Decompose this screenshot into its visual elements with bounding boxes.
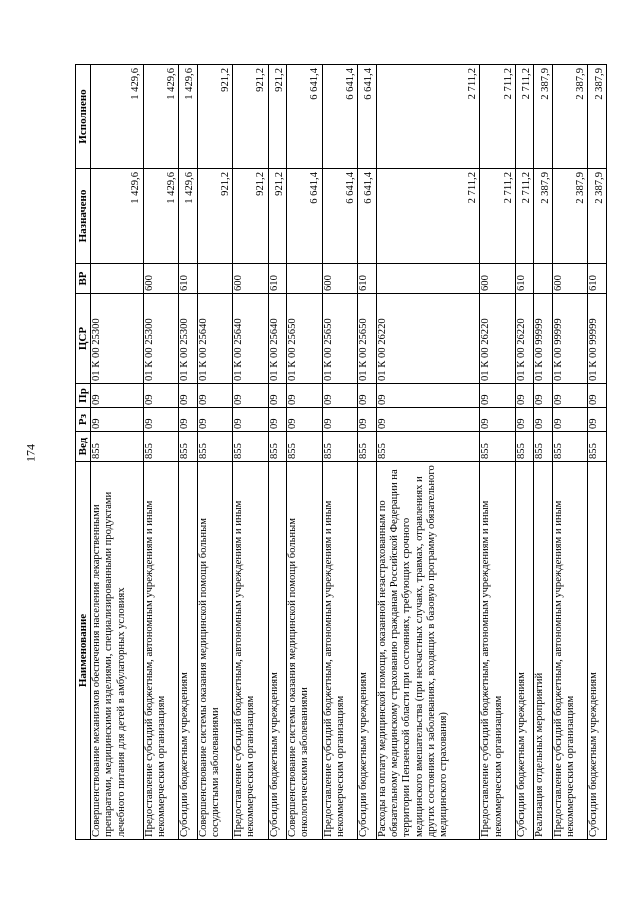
cell-ved: 855 <box>287 432 323 462</box>
cell-ved: 855 <box>143 432 179 462</box>
cell-executed: 2 387,9 <box>588 65 607 169</box>
table-row <box>91 65 144 840</box>
cell-csr: 01 К 00 25300 <box>179 294 197 384</box>
header-assigned: Назначено <box>76 169 91 264</box>
rotated-table-container <box>75 65 607 840</box>
cell-assigned: 6 641,4 <box>358 169 376 264</box>
table-row <box>515 65 533 840</box>
cell-pr: 09 <box>358 384 376 408</box>
cell-rz: 09 <box>287 408 323 432</box>
cell-assigned: 1 429,6 <box>179 169 197 264</box>
cell-csr: 01 К 00 25300 <box>91 294 144 384</box>
cell-rz: 09 <box>534 408 552 432</box>
cell-ved: 855 <box>197 432 233 462</box>
header-vr: ВР <box>76 264 91 294</box>
cell-executed: 2 387,9 <box>552 65 588 169</box>
cell-csr: 01 К 00 25640 <box>268 294 286 384</box>
cell-assigned: 2 711,2 <box>376 169 480 264</box>
cell-executed: 1 429,6 <box>143 65 179 169</box>
cell-assigned: 2 711,2 <box>515 169 533 264</box>
cell-name: Совершенствование механизмов обеспечения населения лекарственными препаратами, медицинскими изделиями, специализированными продуктами лечебного питания для детей в амбулаторных условиях <box>91 462 144 840</box>
cell-csr: 01 К 00 26220 <box>480 294 516 384</box>
cell-vr <box>287 264 323 294</box>
cell-name: Предоставление субсидий бюджетным, автономным учреждениям и иным некоммерческим организациям <box>480 462 516 840</box>
cell-pr: 09 <box>480 384 516 408</box>
table-row <box>322 65 358 840</box>
cell-vr <box>91 264 144 294</box>
cell-assigned: 2 387,9 <box>552 169 588 264</box>
cell-ved: 855 <box>534 432 552 462</box>
cell-csr: 01 К 00 25650 <box>358 294 376 384</box>
cell-rz: 09 <box>322 408 358 432</box>
cell-vr: 610 <box>588 264 607 294</box>
cell-ved: 855 <box>268 432 286 462</box>
table-row <box>268 65 286 840</box>
table-row <box>588 65 607 840</box>
cell-csr: 01 К 00 25650 <box>287 294 323 384</box>
cell-vr: 600 <box>480 264 516 294</box>
cell-assigned: 6 641,4 <box>287 169 323 264</box>
cell-name: Предоставление субсидий бюджетным, автономным учреждениям и иным некоммерческим организациям <box>233 462 269 840</box>
cell-name: Предоставление субсидий бюджетным, автономным учреждениям и иным некоммерческим организациям <box>322 462 358 840</box>
cell-vr <box>534 264 552 294</box>
cell-csr: 01 К 00 25640 <box>233 294 269 384</box>
cell-executed: 921,2 <box>233 65 269 169</box>
cell-executed: 921,2 <box>197 65 233 169</box>
cell-rz: 09 <box>376 408 480 432</box>
cell-rz: 09 <box>179 408 197 432</box>
cell-csr: 01 К 00 99999 <box>588 294 607 384</box>
cell-pr: 09 <box>197 384 233 408</box>
table-row <box>552 65 588 840</box>
budget-table <box>75 64 607 840</box>
table-row <box>143 65 179 840</box>
cell-csr: 01 К 00 25640 <box>197 294 233 384</box>
cell-rz: 09 <box>515 408 533 432</box>
cell-executed: 1 429,6 <box>179 65 197 169</box>
cell-ved: 855 <box>480 432 516 462</box>
table-row <box>287 65 323 840</box>
cell-csr: 01 К 00 25650 <box>322 294 358 384</box>
cell-name: Реализация отдельных мероприятий <box>534 462 552 840</box>
cell-csr: 01 К 00 26220 <box>376 294 480 384</box>
cell-vr: 600 <box>233 264 269 294</box>
header-rz: Рз <box>76 408 91 432</box>
table-row <box>534 65 552 840</box>
cell-pr: 09 <box>287 384 323 408</box>
cell-ved: 855 <box>588 432 607 462</box>
cell-pr: 09 <box>91 384 144 408</box>
cell-ved: 855 <box>91 432 144 462</box>
cell-vr: 610 <box>358 264 376 294</box>
cell-executed: 921,2 <box>268 65 286 169</box>
cell-pr: 09 <box>322 384 358 408</box>
cell-assigned: 921,2 <box>197 169 233 264</box>
cell-csr: 01 К 00 99999 <box>534 294 552 384</box>
cell-rz: 09 <box>552 408 588 432</box>
table-row <box>480 65 516 840</box>
table-row <box>233 65 269 840</box>
cell-csr: 01 К 00 26220 <box>515 294 533 384</box>
header-ved: Вед <box>76 432 91 462</box>
cell-rz: 09 <box>358 408 376 432</box>
header-name: Наименование <box>76 462 91 840</box>
cell-executed: 6 641,4 <box>322 65 358 169</box>
cell-executed: 2 711,2 <box>515 65 533 169</box>
cell-pr: 09 <box>179 384 197 408</box>
cell-name: Субсидии бюджетным учреждениям <box>588 462 607 840</box>
cell-rz: 09 <box>233 408 269 432</box>
cell-executed: 1 429,6 <box>91 65 144 169</box>
table-body <box>91 65 607 840</box>
cell-pr: 09 <box>534 384 552 408</box>
header-executed: Исполнено <box>76 65 91 169</box>
cell-vr: 610 <box>515 264 533 294</box>
cell-name: Субсидии бюджетным учреждениям <box>358 462 376 840</box>
cell-ved: 855 <box>552 432 588 462</box>
cell-executed: 6 641,4 <box>358 65 376 169</box>
cell-name: Предоставление субсидий бюджетным, автономным учреждениям и иным некоммерческим организациям <box>552 462 588 840</box>
cell-assigned: 1 429,6 <box>91 169 144 264</box>
cell-ved: 855 <box>376 432 480 462</box>
table-row <box>197 65 233 840</box>
cell-assigned: 2 711,2 <box>480 169 516 264</box>
cell-ved: 855 <box>179 432 197 462</box>
cell-rz: 09 <box>480 408 516 432</box>
cell-executed: 6 641,4 <box>287 65 323 169</box>
cell-name: Субсидии бюджетным учреждениям <box>268 462 286 840</box>
cell-assigned: 921,2 <box>233 169 269 264</box>
cell-vr: 610 <box>179 264 197 294</box>
cell-ved: 855 <box>322 432 358 462</box>
page-number: 174 <box>23 444 38 462</box>
cell-name: Совершенствование системы оказания медицинской помощи больным сосудистыми заболеваниями <box>197 462 233 840</box>
cell-pr: 09 <box>552 384 588 408</box>
table-row <box>179 65 197 840</box>
table-row <box>376 65 480 840</box>
cell-ved: 855 <box>233 432 269 462</box>
cell-vr: 600 <box>143 264 179 294</box>
cell-name: Субсидии бюджетным учреждениям <box>179 462 197 840</box>
cell-pr: 09 <box>233 384 269 408</box>
cell-ved: 855 <box>515 432 533 462</box>
cell-assigned: 6 641,4 <box>322 169 358 264</box>
cell-pr: 09 <box>268 384 286 408</box>
cell-rz: 09 <box>91 408 144 432</box>
cell-executed: 2 711,2 <box>480 65 516 169</box>
cell-executed: 2 711,2 <box>376 65 480 169</box>
table-header-row <box>76 65 91 840</box>
cell-name: Расходы на оплату медицинской помощи, оказанной незастрахованным по обязательному медицинскому страхованию гражданам Российской Федерации на территории Пензенской области при состояниях, требующих срочного медицинского вмешательства (при несчастных случаях, травмах, отравлениях и других состояниях и заболеваниях, входящих в базовую программу обязательного медицинского страхования) <box>376 462 480 840</box>
table-row <box>358 65 376 840</box>
cell-vr: 610 <box>268 264 286 294</box>
cell-ved: 855 <box>358 432 376 462</box>
cell-rz: 09 <box>588 408 607 432</box>
cell-pr: 09 <box>143 384 179 408</box>
cell-pr: 09 <box>515 384 533 408</box>
header-csr: ЦСР <box>76 294 91 384</box>
cell-assigned: 2 387,9 <box>534 169 552 264</box>
cell-assigned: 921,2 <box>268 169 286 264</box>
cell-vr: 600 <box>322 264 358 294</box>
cell-name: Предоставление субсидий бюджетным, автономным учреждениям и иным некоммерческим организациям <box>143 462 179 840</box>
cell-name: Субсидии бюджетным учреждениям <box>515 462 533 840</box>
cell-pr: 09 <box>376 384 480 408</box>
cell-assigned: 2 387,9 <box>588 169 607 264</box>
cell-vr <box>376 264 480 294</box>
cell-csr: 01 К 00 99999 <box>552 294 588 384</box>
cell-vr: 600 <box>552 264 588 294</box>
cell-csr: 01 К 00 25300 <box>143 294 179 384</box>
header-pr: Пр <box>76 384 91 408</box>
cell-rz: 09 <box>268 408 286 432</box>
cell-name: Совершенствование системы оказания медицинской помощи больным онкологическими заболеваниями <box>287 462 323 840</box>
cell-vr <box>197 264 233 294</box>
cell-pr: 09 <box>588 384 607 408</box>
cell-executed: 2 387,9 <box>534 65 552 169</box>
cell-assigned: 1 429,6 <box>143 169 179 264</box>
cell-rz: 09 <box>197 408 233 432</box>
cell-rz: 09 <box>143 408 179 432</box>
